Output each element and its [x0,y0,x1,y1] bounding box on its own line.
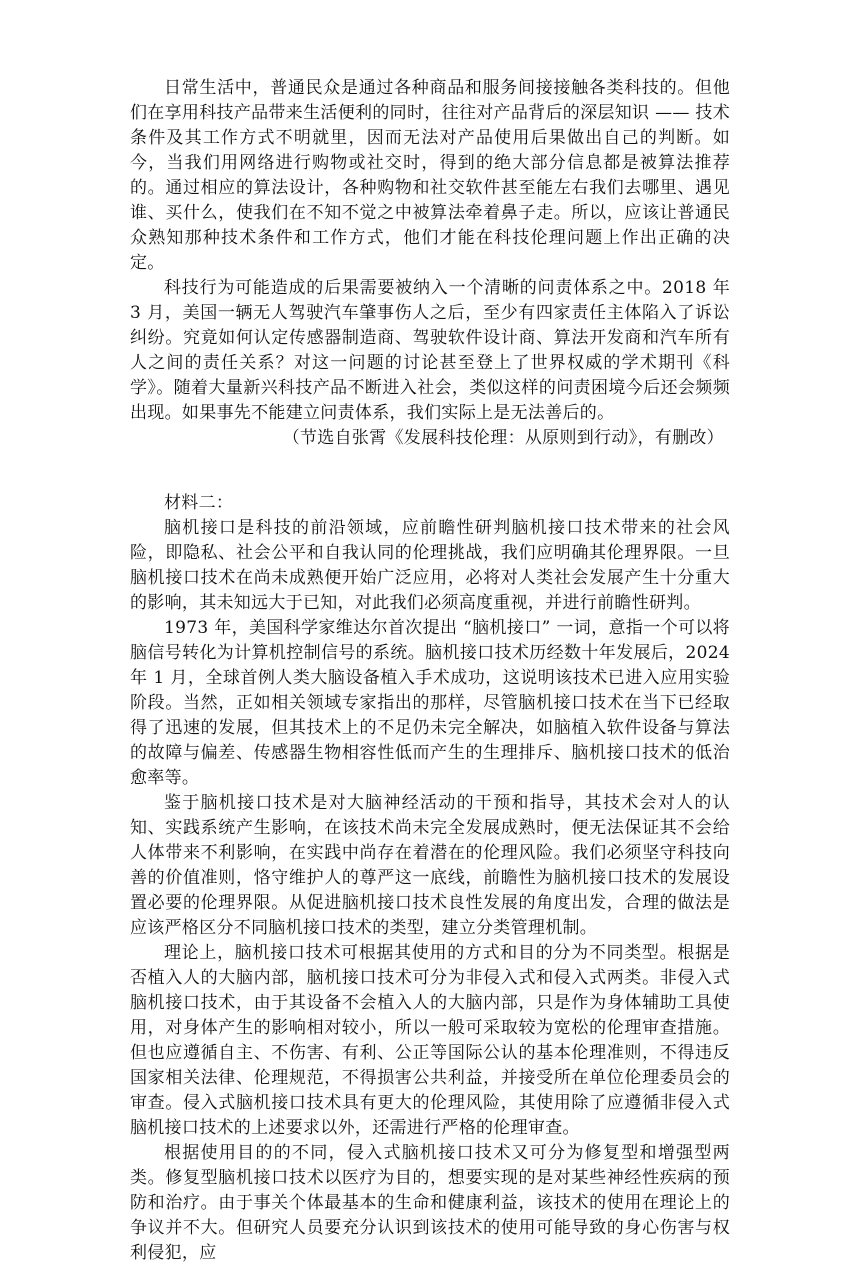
material1-paragraph-2: 科技行为可能造成的后果需要被纳入一个清晰的问责体系之中。2018 年 3 月，美国一辆无人驾驶汽车肇事伤人之后，至少有四家责任主体陷入了诉讼纠纷。究竟如何认定传感器制造商、驾驶软件设计商、算法开发商和汽车所有人之间的责任关系？对这一问题的讨论甚至登上了世界权威的学术期刊《科学》。随着大量新兴科技产品不断进入社会，类似这样的问责困境今后还会频频出现。如果事先不能建立问责体系，我们实际上是无法善后的。 [130,278,730,423]
material1-source-citation: （节选自张霄《发展科技伦理：从原则到行动》，有删改） [282,428,724,448]
material2-paragraph-1: 脑机接口是科技的前沿领域，应前瞻性研判脑机接口技术带来的社会风险，即隐私、社会公平和自我认同的伦理挑战，我们应明确其伦理界限。一旦脑机接口技术在尚未成熟便开始广泛应用，必将对人类社会发展产生十分重大的影响，其未知远大于已知，对此我们必须高度重视，并进行前瞻性研判。 [130,518,730,613]
material2-paragraph-4: 理论上，脑机接口技术可根据其使用的方式和目的分为不同类型。根据是否植入人的大脑内部，脑机接口技术可分为非侵入式和侵入式两类。非侵入式脑机接口技术，由于其设备不会植入人的大脑内部，只是作为身体辅助工具使用，对身体产生的影响相对较小，所以一般可采取较为宽松的伦理审查措施。但也应遵循自主、不伤害、有利、公正等国际公认的基本伦理准则，不得违反国家相关法律、伦理规范，不得损害公共利益，并接受所在单位伦理委员会的审查。侵入式脑机接口技术具有更大的伦理风险，其使用除了应遵循非侵入式脑机接口技术的上述要求以外，还需进行严格的伦理审查。 [130,943,730,1138]
section-spacer [130,451,730,491]
material2-paragraph-2: 1973 年，美国科学家维达尔首次提出 “脑机接口” 一词，意指一个可以将脑信号转化为计算机控制信号的系统。脑机接口技术历经数十年发展后，2024 年 1 月，全球首例人类大脑设备植入手术成功，这说明该技术已进入应用实验阶段。当然，正如相关领域专家指出的那样，尽管脑机接口技术在当下已经取得了迅速的发展，但其技术上的不足仍未完全解决，如脑植入软件设备与算法的故障与偏差、传感器生物相容性低而产生的生理排斥、脑机接口技术的低治愈率等。 [130,618,730,788]
material2-paragraph-5: 根据使用目的的不同，侵入式脑机接口技术又可分为修复型和增强型两类。修复型脑机接口技术以医疗为目的，想要实现的是对某些神经性疾病的预防和治疗。由于事关个体最基本的生命和健康利益，该技术的使用在理论上的争议并不大。但研究人员要充分认识到该技术的使用可能导致的身心伤害与权利侵犯，应 [130,1143,730,1263]
document-page [130,76,730,1266]
material1-paragraph-1: 日常生活中，普通民众是通过各种商品和服务间接接触各类科技的。但他们在享用科技产品带来生活便利的同时，往往对产品背后的深层知识 —— 技术条件及其工作方式不明就里，因而无法对产品使用后果做出自己的判断。如今，当我们用网络进行购物或社交时，得到的绝大部分信息都是被算法推荐的。通过相应的算法设计，各种购物和社交软件甚至能左右我们去哪里、遇见谁、买什么，使我们在不知不觉之中被算法牵着鼻子走。所以，应该让普通民众熟知那种技术条件和工作方式，他们才能在科技伦理问题上作出正确的决定。 [130,78,730,273]
material2-heading: 材料二： [164,493,234,513]
material2-paragraph-3: 鉴于脑机接口技术是对大脑神经活动的干预和指导，其技术会对人的认知、实践系统产生影响，在该技术尚未完全发展成熟时，便无法保证其不会给人体带来不利影响，在实践中尚存在着潜在的伦理风险。我们必须坚守科技向善的价值准则，恪守维护人的尊严这一底线，前瞻性为脑机接口技术的发展设置必要的伦理界限。从促进脑机接口技术良性发展的角度出发，合理的做法是应该严格区分不同脑机接口技术的类型，建立分类管理机制。 [130,793,730,938]
